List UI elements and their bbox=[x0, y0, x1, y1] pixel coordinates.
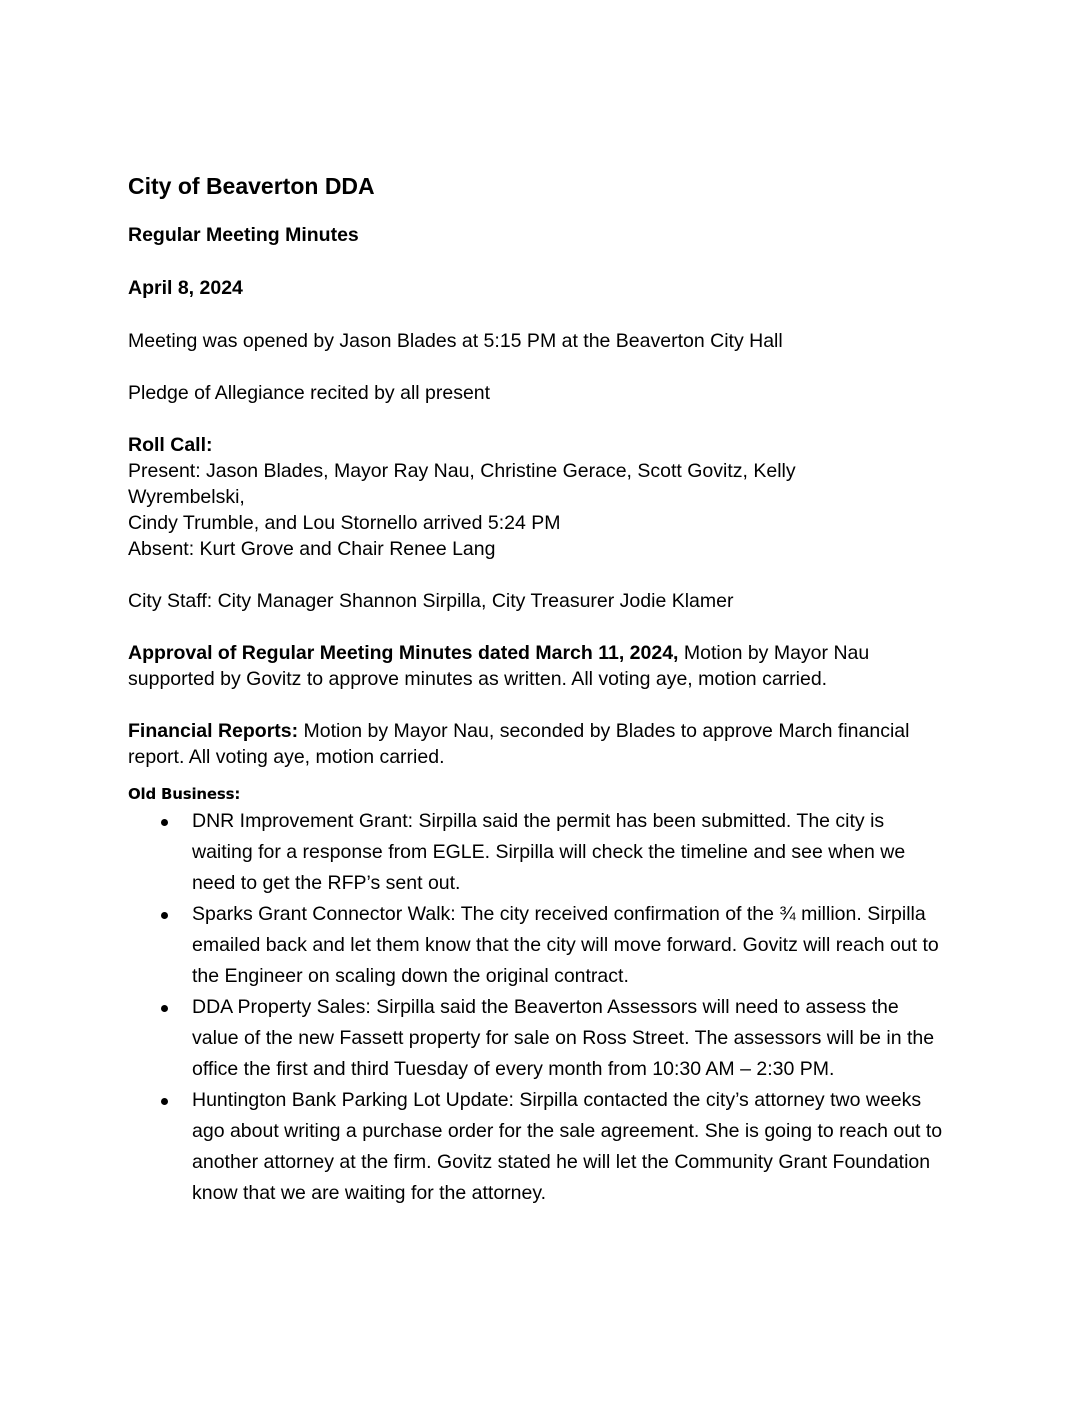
roll-call-section bbox=[128, 432, 948, 562]
list-item bbox=[128, 1085, 948, 1209]
list-item-text: DDA Property Sales: Sirpilla said the Beaverton Assessors will need to assess the value of the new Fassett property for sale on Ross Street. The assessors will be in the office the first and third Tuesday of every month from 10:30 AM – 2:30 PM. bbox=[192, 996, 935, 1080]
approval-heading: Approval of Regular Meeting Minutes dated March 11, 2024, bbox=[128, 642, 679, 664]
document-title: City of Beaverton DDA bbox=[128, 173, 375, 199]
meeting-date: April 8, 2024 bbox=[128, 277, 243, 299]
financial-heading: Financial Reports: bbox=[128, 720, 299, 742]
city-staff: City Staff: City Manager Shannon Sirpilla, City Treasurer Jodie Klamer bbox=[128, 590, 734, 612]
list-item bbox=[128, 992, 948, 1085]
bullet-icon bbox=[161, 912, 168, 919]
list-item bbox=[128, 806, 948, 899]
list-item-text: Huntington Bank Parking Lot Update: Sirpilla contacted the city’s attorney two weeks ago about writing a purchase order for the sale agreement. She is going to reach out to another attorney at the firm. Govitz stated he will let the Community Grant Foundation know that we are waiting for the attorney. bbox=[192, 1089, 943, 1204]
roll-call-absent: Absent: Kurt Grove and Chair Renee Lang bbox=[128, 538, 496, 560]
pledge-statement: Pledge of Allegiance recited by all present bbox=[128, 382, 491, 404]
approval-text: Motion by Mayor Nau supported by Govitz to approve minutes as written. All voting aye, motion carried. bbox=[128, 642, 870, 690]
roll-call-present-line2: Wyrembelski, bbox=[128, 486, 245, 508]
document-page bbox=[128, 168, 948, 1209]
list-item bbox=[128, 899, 948, 992]
financial-section bbox=[128, 718, 948, 770]
approval-section bbox=[128, 640, 948, 692]
roll-call-present-line3: Cindy Trumble, and Lou Stornello arrived 5:24 PM bbox=[128, 512, 561, 534]
bullet-icon bbox=[161, 1005, 168, 1012]
list-item-text: DNR Improvement Grant: Sirpilla said the permit has been submitted. The city is waiting for a response from EGLE. Sirpilla will check the timeline and see when we need to get the RFP’s sent out. bbox=[192, 810, 906, 894]
financial-text: Motion by Mayor Nau, seconded by Blades to approve March financial report. All voting aye, motion carried. bbox=[128, 720, 910, 768]
roll-call-heading: Roll Call: bbox=[128, 434, 213, 456]
list-item-text: Sparks Grant Connector Walk: The city received confirmation of the ¾ million. Sirpilla emailed back and let them know that the city will move forward. Govitz will reach out to the Engineer on scaling down the original contract. bbox=[192, 903, 939, 987]
bullet-icon bbox=[161, 819, 168, 826]
bullet-icon bbox=[161, 1098, 168, 1105]
roll-call-present-line1: Present: Jason Blades, Mayor Ray Nau, Christine Gerace, Scott Govitz, Kelly bbox=[128, 460, 796, 482]
old-business-heading: Old Business: bbox=[128, 785, 241, 803]
opening-statement: Meeting was opened by Jason Blades at 5:15 PM at the Beaverton City Hall bbox=[128, 330, 783, 352]
document-subtitle: Regular Meeting Minutes bbox=[128, 224, 359, 246]
old-business-list bbox=[128, 806, 948, 1209]
